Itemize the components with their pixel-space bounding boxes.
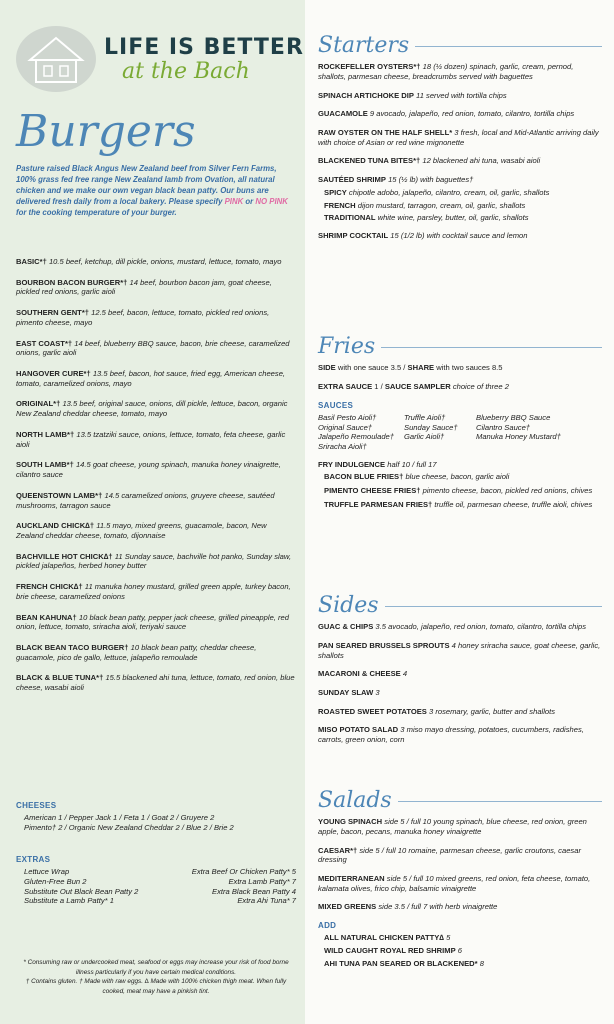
item-desc: blue cheese, bacon, garlic aioli [405, 472, 510, 482]
extras-row [16, 896, 296, 906]
item-name: MEDITERRANEAN [318, 874, 385, 884]
salads-section [318, 787, 602, 972]
side-item [318, 641, 602, 660]
item-name: BACHVILLE HOT CHICK∆† [16, 551, 113, 561]
fry-indulgence-item [324, 500, 602, 510]
starters-section [318, 32, 602, 250]
footnote-line: * Consuming raw or undercooked meat, seafood or eggs may increase your risk of food borne illness particularly if you have certain medical conditions. [23, 959, 289, 976]
sauces-heading: SAUCES [318, 400, 354, 410]
extras-left: Substitute a Lamb Patty* 1 [24, 896, 114, 906]
bach-house-logo [16, 26, 96, 92]
extras-right: Extra Black Bean Patty 4 [212, 886, 296, 896]
item-desc: 12.5 beef, bacon, lettuce, tomato, pickled red onions, pimento cheese, mayo [16, 308, 270, 327]
item-name: RAW OYSTER ON THE HALF SHELL* [318, 128, 453, 138]
burger-item [16, 613, 296, 632]
item-desc: truffle oil, parmesan cheese, truffle aioli, chives [434, 499, 593, 509]
burger-item [16, 430, 296, 449]
extras-right: Extra Ahi Tuna* 7 [237, 896, 296, 906]
burger-item [16, 552, 296, 571]
item-desc: 4 [402, 669, 408, 679]
add-item [324, 933, 602, 943]
extras-row [16, 867, 296, 877]
burgers-intro: Pasture raised Black Angus New Zealand beef from Silver Fern Farms, 100% grass fed free range New Zealand lamb from Ovation, all natural chicken and we make our own vegan black bean patty. Our buns are delivered fresh daily from a local bakery. Please specify PINK or NO PINK for the cooking temperature of your burger. [16, 164, 288, 218]
item-name: BEAN KAHUNA† [16, 612, 77, 622]
item-desc: 18 (½ dozen) spinach, garlic, cream, pernod, shallots, parmesan cheese, breadcrumbs served with baguettes [318, 62, 574, 81]
cheeses-section [16, 801, 296, 833]
item-name: AHI TUNA PAN SEARED OR BLACKENED* [324, 958, 478, 968]
extras-row [16, 887, 296, 897]
sauce-option [404, 442, 476, 452]
item-desc: 10.5 beef, ketchup, dill pickle, onions, mustard, lettuce, tomato, mayo [48, 257, 282, 266]
burger-item [16, 491, 296, 510]
cheeses-line: American 1 / Pepper Jack 1 / Feta 1 / Goat 2 / Gruyere 2 [24, 813, 215, 823]
fry-indulgence: FRY INDULGENCE half 10 / full 17 [318, 459, 437, 469]
item-desc: 14 beef, blueberry BBQ sauce, bacon, brie cheese, caramelized onions, garlic aioli [16, 338, 290, 358]
item-desc: 12 blackened ahi tuna, wasabi aioli [422, 156, 541, 166]
item-name: QUEENSTOWN LAMB*† [16, 490, 103, 500]
item-name: BACON BLUE FRIES† [324, 472, 404, 482]
item-name: SOUTHERN GENT*† [16, 308, 89, 318]
starter-item [318, 91, 602, 101]
item-name: MIXED GREENS [318, 902, 377, 912]
sauce-option: Sriracha Aioli† [318, 441, 367, 451]
burger-item [16, 257, 296, 267]
fries-heading: Fries [318, 333, 602, 361]
starter-item [318, 156, 602, 166]
item-name: YOUNG SPINACH [318, 817, 383, 827]
item-desc: 11 manuka honey mustard, grilled green apple, turkey bacon, brie cheese, caramelized onions [16, 582, 291, 601]
item-desc: 15 (1/2 lb) with cocktail sauce and lemon [390, 231, 528, 241]
item-desc: 14.5 caramelized onions, gruyere cheese, sautéed mushrooms, tarragon sauce [16, 490, 275, 510]
item-name: CAESAR*† [318, 845, 358, 855]
cheeses-line: Pimento† 2 / Organic New Zealand Cheddar 2 / Blue 2 / Brie 2 [24, 822, 234, 832]
item-desc: 13.5 beef, bacon, hot sauce, fried egg, American cheese, tomato, caramelized onions, mayo [16, 369, 286, 388]
burger-item [16, 643, 296, 662]
item-desc: 3 rosemary, garlic, butter and shallots [428, 706, 556, 716]
sauce-option: Cilantro Sauce† [476, 422, 531, 432]
item-desc: side 5 / full 10 mixed greens, red onion, feta cheese, tomato, kalamata olives, frico chip, balsamic vinaigrette [318, 874, 591, 893]
salads-heading: Salads [318, 787, 602, 815]
item-desc: dijon mustard, tarragon, cream, oil, garlic, shallots [357, 200, 526, 210]
shrimp-style-item [318, 213, 602, 223]
item-desc: 15.5 blackened ahi tuna, lettuce, tomato, red onion, blue cheese, wasabi aioli [16, 673, 295, 693]
extras-left: Substitute Out Black Bean Patty 2 [24, 886, 139, 896]
fries-section [318, 333, 602, 514]
extras-left: Lettuce Wrap [24, 867, 70, 877]
sauce-option: Jalapeño Remoulade† [318, 432, 394, 442]
sauce-option: Manuka Honey Mustard† [476, 432, 561, 442]
item-name: WILD CAUGHT ROYAL RED SHRIMP [324, 946, 456, 956]
item-desc: 3 miso mayo dressing, potatoes, cucumbers, radishes, carrots, green onion, corn [318, 725, 584, 745]
sauce-option [476, 442, 586, 452]
footnote-line: † Contains gluten. † Made with raw eggs. ∆ Made with 100% chicken thigh meat. When fully cooked, meat may have a pinkish tint. [25, 978, 287, 995]
salad-item [318, 846, 602, 865]
item-name: BASIC*† [16, 257, 47, 266]
shrimp-style-item [318, 188, 602, 198]
starter-item [318, 231, 602, 241]
item-name: ROCKEFELLER OYSTERS*† [318, 62, 421, 72]
item-name: TRUFFLE PARMESAN FRIES† [324, 499, 433, 509]
fries-side: SIDE with one sauce 3.5 / SHARE with two sauces 8.5 [318, 363, 503, 373]
fries-extra-sauce: EXTRA SAUCE 1 / SAUCE SAMPLER choice of three 2 [318, 381, 509, 391]
sides-section [318, 592, 602, 754]
item-name: FRENCH CHICK∆† [16, 582, 83, 592]
item-desc: 14 beef, bourbon bacon jam, goat cheese, pickled red onions, garlic aioli [16, 277, 272, 297]
sauce-option: Blueberry BBQ Sauce [476, 412, 551, 422]
salad-item [318, 817, 602, 836]
side-item [318, 669, 602, 679]
item-desc: 14.5 goat cheese, young spinach, manuka honey vinaigrette, cilantro sauce [16, 460, 281, 480]
salad-item [318, 902, 602, 912]
item-desc: 3 fresh, local and Mid-Atlantic arriving daily with choice of Asian or red wine mignonette [318, 128, 599, 147]
burger-item [16, 278, 296, 297]
item-desc: pimento cheese, bacon, pickled red onions, chives [422, 486, 593, 496]
burger-item [16, 521, 296, 540]
fry-indulgence-item [324, 472, 602, 482]
item-name: TRADITIONAL [324, 213, 376, 223]
starter-item [318, 128, 602, 147]
fry-indulgence-item [324, 486, 602, 496]
burger-item [16, 369, 296, 388]
item-desc: 13.5 tzatziki sauce, onions, lettuce, tomato, feta cheese, garlic aioli [16, 429, 286, 449]
item-desc: side 3.5 / full 7 with herb vinaigrette [378, 902, 498, 912]
starter-item [318, 62, 602, 81]
footnote [16, 958, 296, 996]
starter-item [318, 175, 602, 185]
item-name: GUACAMOLE [318, 109, 368, 119]
extras-right: Extra Beef Or Chicken Patty* 5 [191, 867, 296, 877]
item-desc: 3.5 avocado, jalapeño, red onion, tomato, cilantro, tortilla chips [375, 622, 587, 632]
item-name: SAUTÉED SHRIMP [318, 175, 386, 185]
item-name: BLACK BEAN TACO BURGER† [16, 642, 129, 652]
side-item [318, 688, 602, 698]
sauce-option: Sunday Sauce† [404, 422, 458, 432]
item-desc: side 5 / full 10 young spinach, blue cheese, red onion, green apple, bacon, pecans, manuka honey vinaigrette [318, 817, 587, 836]
extras-section [16, 855, 296, 906]
salad-item [318, 874, 602, 893]
item-name: AUCKLAND CHICK∆† [16, 521, 95, 531]
burger-item [16, 582, 296, 601]
burger-item [16, 460, 296, 479]
item-name: ALL NATURAL CHICKEN PATTY∆ [324, 933, 444, 943]
item-desc: 11.5 mayo, mixed greens, guacamole, bacon, New Zealand cheddar cheese, tomato, dijonnaise [16, 521, 267, 540]
side-item [318, 622, 602, 632]
brand-title: LIFE IS BETTER [104, 35, 304, 60]
item-name: ROASTED SWEET POTATOES [318, 706, 427, 716]
extras-left: Gluten-Free Bun 2 [24, 876, 87, 886]
burgers-heading: Burgers [16, 106, 196, 157]
item-name: PAN SEARED BRUSSELS SPROUTS [318, 640, 450, 650]
item-name: BOURBON BACON BURGER*† [16, 277, 128, 287]
add-item [324, 946, 602, 956]
item-name: MISO POTATO SALAD [318, 725, 399, 735]
item-name: SOUTH LAMB*† [16, 460, 74, 470]
burger-list [16, 257, 296, 704]
item-desc: white wine, parsley, butter, oil, garlic, shallots [377, 213, 529, 223]
item-desc: 11 Sunday sauce, bachville hot panko, Sunday slaw, pickled jalapeños, herbed honey butter [16, 551, 292, 571]
item-name: FRENCH [324, 200, 356, 210]
burger-item [16, 339, 296, 358]
item-name: NORTH LAMB*† [16, 429, 75, 439]
item-desc: 13.5 beef, original sauce, onions, dill pickle, lettuce, bacon, organic New Zealand cheddar cheese, tomato, mayo [16, 399, 288, 419]
item-name: BLACK & BLUE TUNA*† [16, 673, 104, 683]
burger-item [16, 308, 296, 327]
cheeses-heading: CHEESES [16, 801, 57, 810]
extras-right: Extra Lamb Patty* 7 [228, 876, 296, 886]
side-item [318, 725, 602, 744]
shrimp-style-item [318, 201, 602, 211]
add-item [324, 959, 602, 969]
item-desc: 10 black bean patty, pepper jack cheese, grilled pineapple, red onion, lettuce, tomato, sriracha aioli, teriyaki sauce [16, 612, 289, 632]
item-name: EAST COAST*† [16, 338, 73, 348]
item-desc: 5 [446, 933, 451, 943]
item-desc: 9 avocado, jalapeño, red onion, tomato, cilantro, tortilla chips [369, 109, 575, 119]
item-desc: 4 honey sriracha sauce, goat cheese, garlic, shallots [318, 640, 601, 660]
sauces-grid [318, 413, 602, 452]
sauce-option: Original Sauce† [318, 422, 373, 432]
starters-heading: Starters [318, 32, 602, 60]
item-name: GUAC & CHIPS [318, 622, 374, 632]
item-name: SPICY [324, 187, 347, 197]
item-name: MACARONI & CHEESE [318, 669, 401, 679]
item-desc: 10 black bean patty, cheddar cheese, guacamole, pico de gallo, lettuce, jalapeño remoulade [16, 642, 257, 662]
item-name: SUNDAY SLAW [318, 688, 374, 698]
item-desc: 3 [375, 688, 380, 698]
item-desc: side 5 / full 10 romaine, parmesan cheese, garlic croutons, caesar dressing [318, 845, 581, 865]
extras-row [16, 877, 296, 887]
sauce-option: Garlic Aioli† [404, 432, 445, 442]
item-name: PIMENTO CHEESE FRIES† [324, 486, 421, 496]
burger-item [16, 673, 296, 692]
side-item [318, 707, 602, 717]
sauce-option: Truffle Aioli† [404, 412, 446, 422]
extras-heading: EXTRAS [16, 855, 51, 864]
sauce-option: Basil Pesto Aioli† [318, 412, 377, 422]
burger-item [16, 399, 296, 418]
item-desc: 6 [457, 946, 462, 956]
add-heading: ADD [318, 921, 337, 931]
item-name: BLACKENED TUNA BITES*† [318, 156, 421, 166]
item-name: ORIGINAL*† [16, 399, 61, 409]
item-desc: chipotle adobo, jalapeño, cilantro, cream, oil, garlic, shallots [348, 187, 550, 197]
starter-item [318, 109, 602, 119]
item-desc: 8 [479, 958, 484, 968]
item-desc: 15 (½ lb) with baguettes† [388, 175, 474, 185]
brand-subtitle: at the Bach [122, 59, 250, 84]
item-desc: 11 served with tortilla chips [416, 90, 507, 100]
item-name: SHRIMP COCKTAIL [318, 231, 389, 241]
sides-heading: Sides [318, 592, 602, 620]
item-name: SPINACH ARTICHOKE DIP [318, 90, 414, 100]
item-name: HANGOVER CURE*† [16, 369, 91, 379]
